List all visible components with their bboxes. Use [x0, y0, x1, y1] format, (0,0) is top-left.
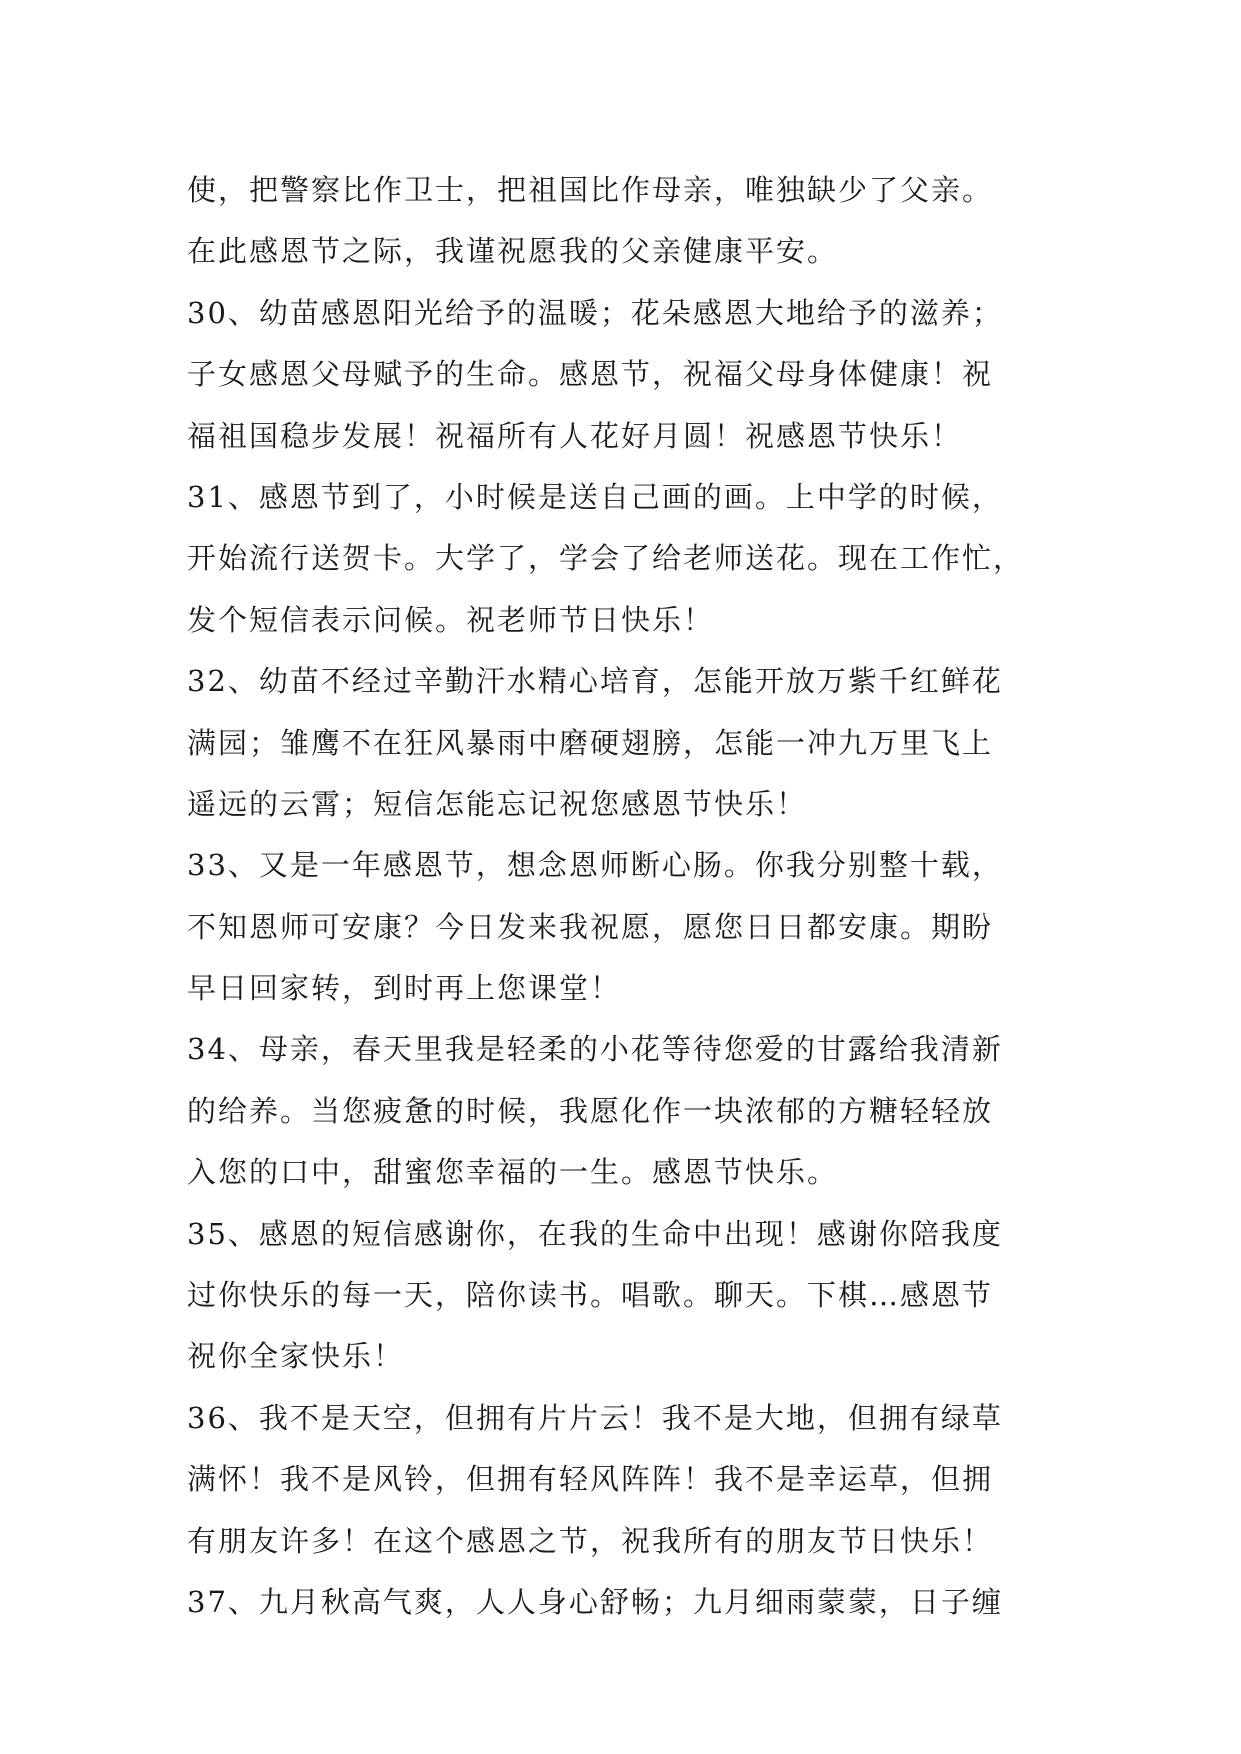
text-line: 早日回家转，到时再上您课堂！ [187, 971, 622, 1006]
text-line: 的给养。当您疲惫的时候，我愿化作一块浓郁的方糖轻轻放 [187, 1093, 994, 1128]
text-line: 入您的口中，甜蜜您幸福的一生。感恩节快乐。 [187, 1155, 839, 1190]
text-line: 31、感恩节到了，小时候是送自己画的画。上中学的时候， [187, 479, 1003, 514]
text-line: 发个短信表示问候。祝老师节日快乐！ [187, 602, 715, 637]
text-line: 30、幼苗感恩阳光给予的温暖；花朵感恩大地给予的滋养； [187, 295, 1003, 330]
text-line: 祝你全家快乐！ [187, 1339, 405, 1374]
text-line: 32、幼苗不经过辛勤汗水精心培育，怎能开放万紫千红鲜花 [187, 664, 1003, 699]
text-line: 在此感恩节之际，我谨祝愿我的父亲健康平安。 [187, 234, 839, 269]
text-line: 35、感恩的短信感谢你，在我的生命中出现！感谢你陪我度 [187, 1216, 1003, 1251]
text-line: 过你快乐的每一天，陪你读书。唱歌。聊天。下棋…感恩节 [187, 1278, 994, 1313]
text-line: 33、又是一年感恩节，想念恩师断心肠。你我分别整十载， [187, 848, 1003, 883]
text-line: 34、母亲，春天里我是轻柔的小花等待您爱的甘露给我清新 [187, 1032, 1003, 1067]
document-text-body [187, 160, 1067, 1633]
text-line: 36、我不是天空，但拥有片片云！我不是大地，但拥有绿草 [187, 1400, 1003, 1435]
text-line: 不知恩师可安康？今日发来我祝愿，愿您日日都安康。期盼 [187, 909, 994, 944]
text-line: 开始流行送贺卡。大学了，学会了给老师送花。现在工作忙， [187, 541, 1025, 576]
text-line: 使，把警察比作卫士，把祖国比作母亲，唯独缺少了父亲。 [187, 173, 994, 207]
text-line: 37、九月秋高气爽，人人身心舒畅；九月细雨蒙蒙，日子缠 [187, 1584, 1003, 1619]
text-line: 满园；雏鹰不在狂风暴雨中磨硬翅膀，怎能一冲九万里飞上 [187, 725, 994, 760]
text-line: 子女感恩父母赋予的生命。感恩节，祝福父母身体健康！祝 [187, 357, 994, 392]
text-line: 福祖国稳步发展！祝福所有人花好月圆！祝感恩节快乐！ [187, 418, 963, 453]
text-line: 满怀！我不是风铃，但拥有轻风阵阵！我不是幸运草，但拥 [187, 1462, 994, 1497]
text-line: 有朋友许多！在这个感恩之节，祝我所有的朋友节日快乐！ [187, 1523, 994, 1558]
text-line: 遥远的云霄；短信怎能忘记祝您感恩节快乐！ [187, 786, 808, 821]
